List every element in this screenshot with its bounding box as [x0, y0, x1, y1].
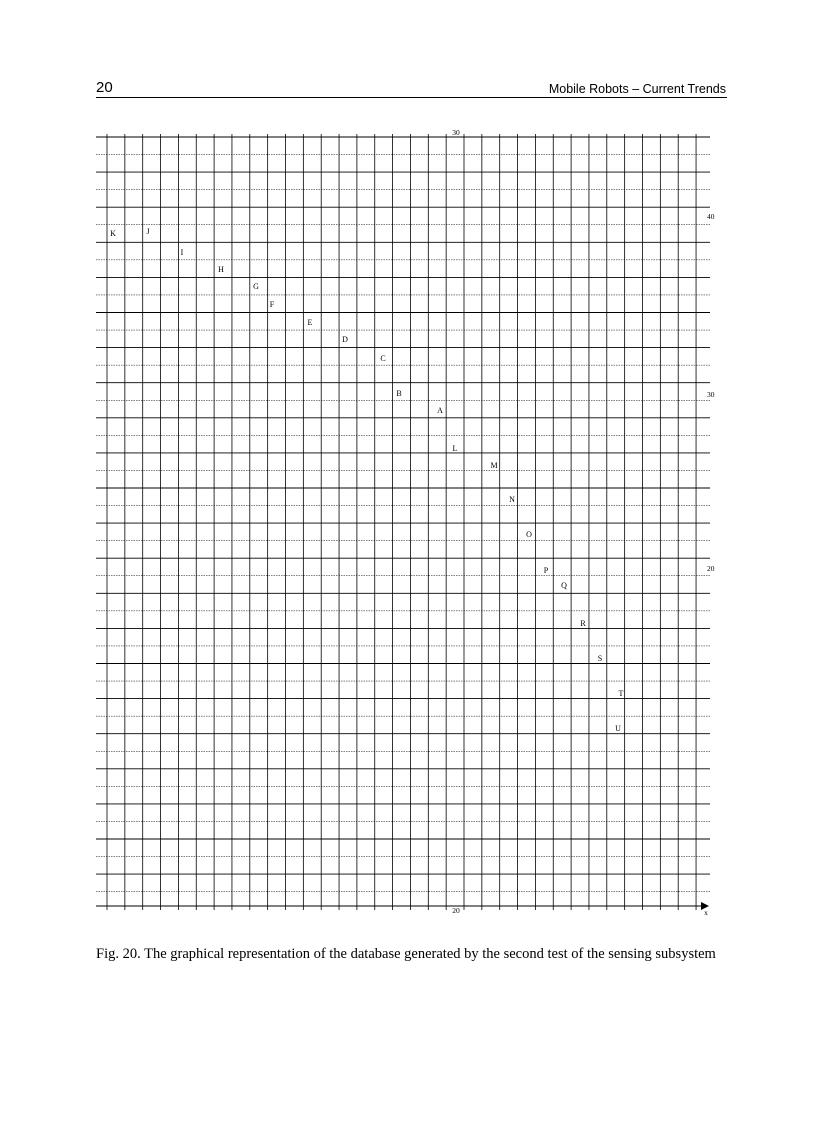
point-label-e: E	[307, 318, 313, 327]
grid-lines	[96, 134, 710, 910]
point-label-b: B	[396, 389, 402, 398]
axes	[96, 128, 715, 917]
point-label-j: J	[146, 227, 150, 236]
point-label-u: U	[615, 724, 621, 733]
figure-caption: Fig. 20. The graphical representation of the database generated by the second test of the sensing subsystem	[96, 946, 716, 962]
point-label-o: O	[526, 530, 532, 539]
point-label-f: F	[269, 300, 275, 309]
point-labels	[110, 227, 623, 733]
top-axis-label: 30	[452, 128, 460, 137]
point-label-g: G	[253, 282, 259, 291]
bottom-axis-label: 20	[452, 906, 460, 915]
point-label-i: I	[180, 248, 184, 257]
right-axis-label-40: 40	[707, 212, 715, 221]
point-label-t: T	[618, 689, 624, 698]
point-label-p: P	[543, 566, 549, 575]
running-title: Mobile Robots – Current Trends	[548, 82, 726, 96]
point-label-n: N	[509, 495, 515, 504]
point-label-k: K	[110, 229, 116, 238]
right-axis-label-30: 30	[707, 390, 715, 399]
point-label-l: L	[452, 444, 458, 453]
point-label-m: M	[490, 461, 498, 470]
point-label-r: R	[580, 619, 586, 628]
point-label-c: C	[380, 354, 386, 363]
point-label-d: D	[342, 335, 348, 344]
point-label-a: A	[437, 406, 443, 415]
point-label-s: S	[597, 654, 603, 663]
point-label-q: Q	[561, 581, 567, 590]
page-number: 20	[96, 79, 113, 96]
point-label-h: H	[218, 265, 224, 274]
right-axis-label-20: 20	[707, 564, 715, 573]
x-axis-label: x	[704, 908, 708, 917]
